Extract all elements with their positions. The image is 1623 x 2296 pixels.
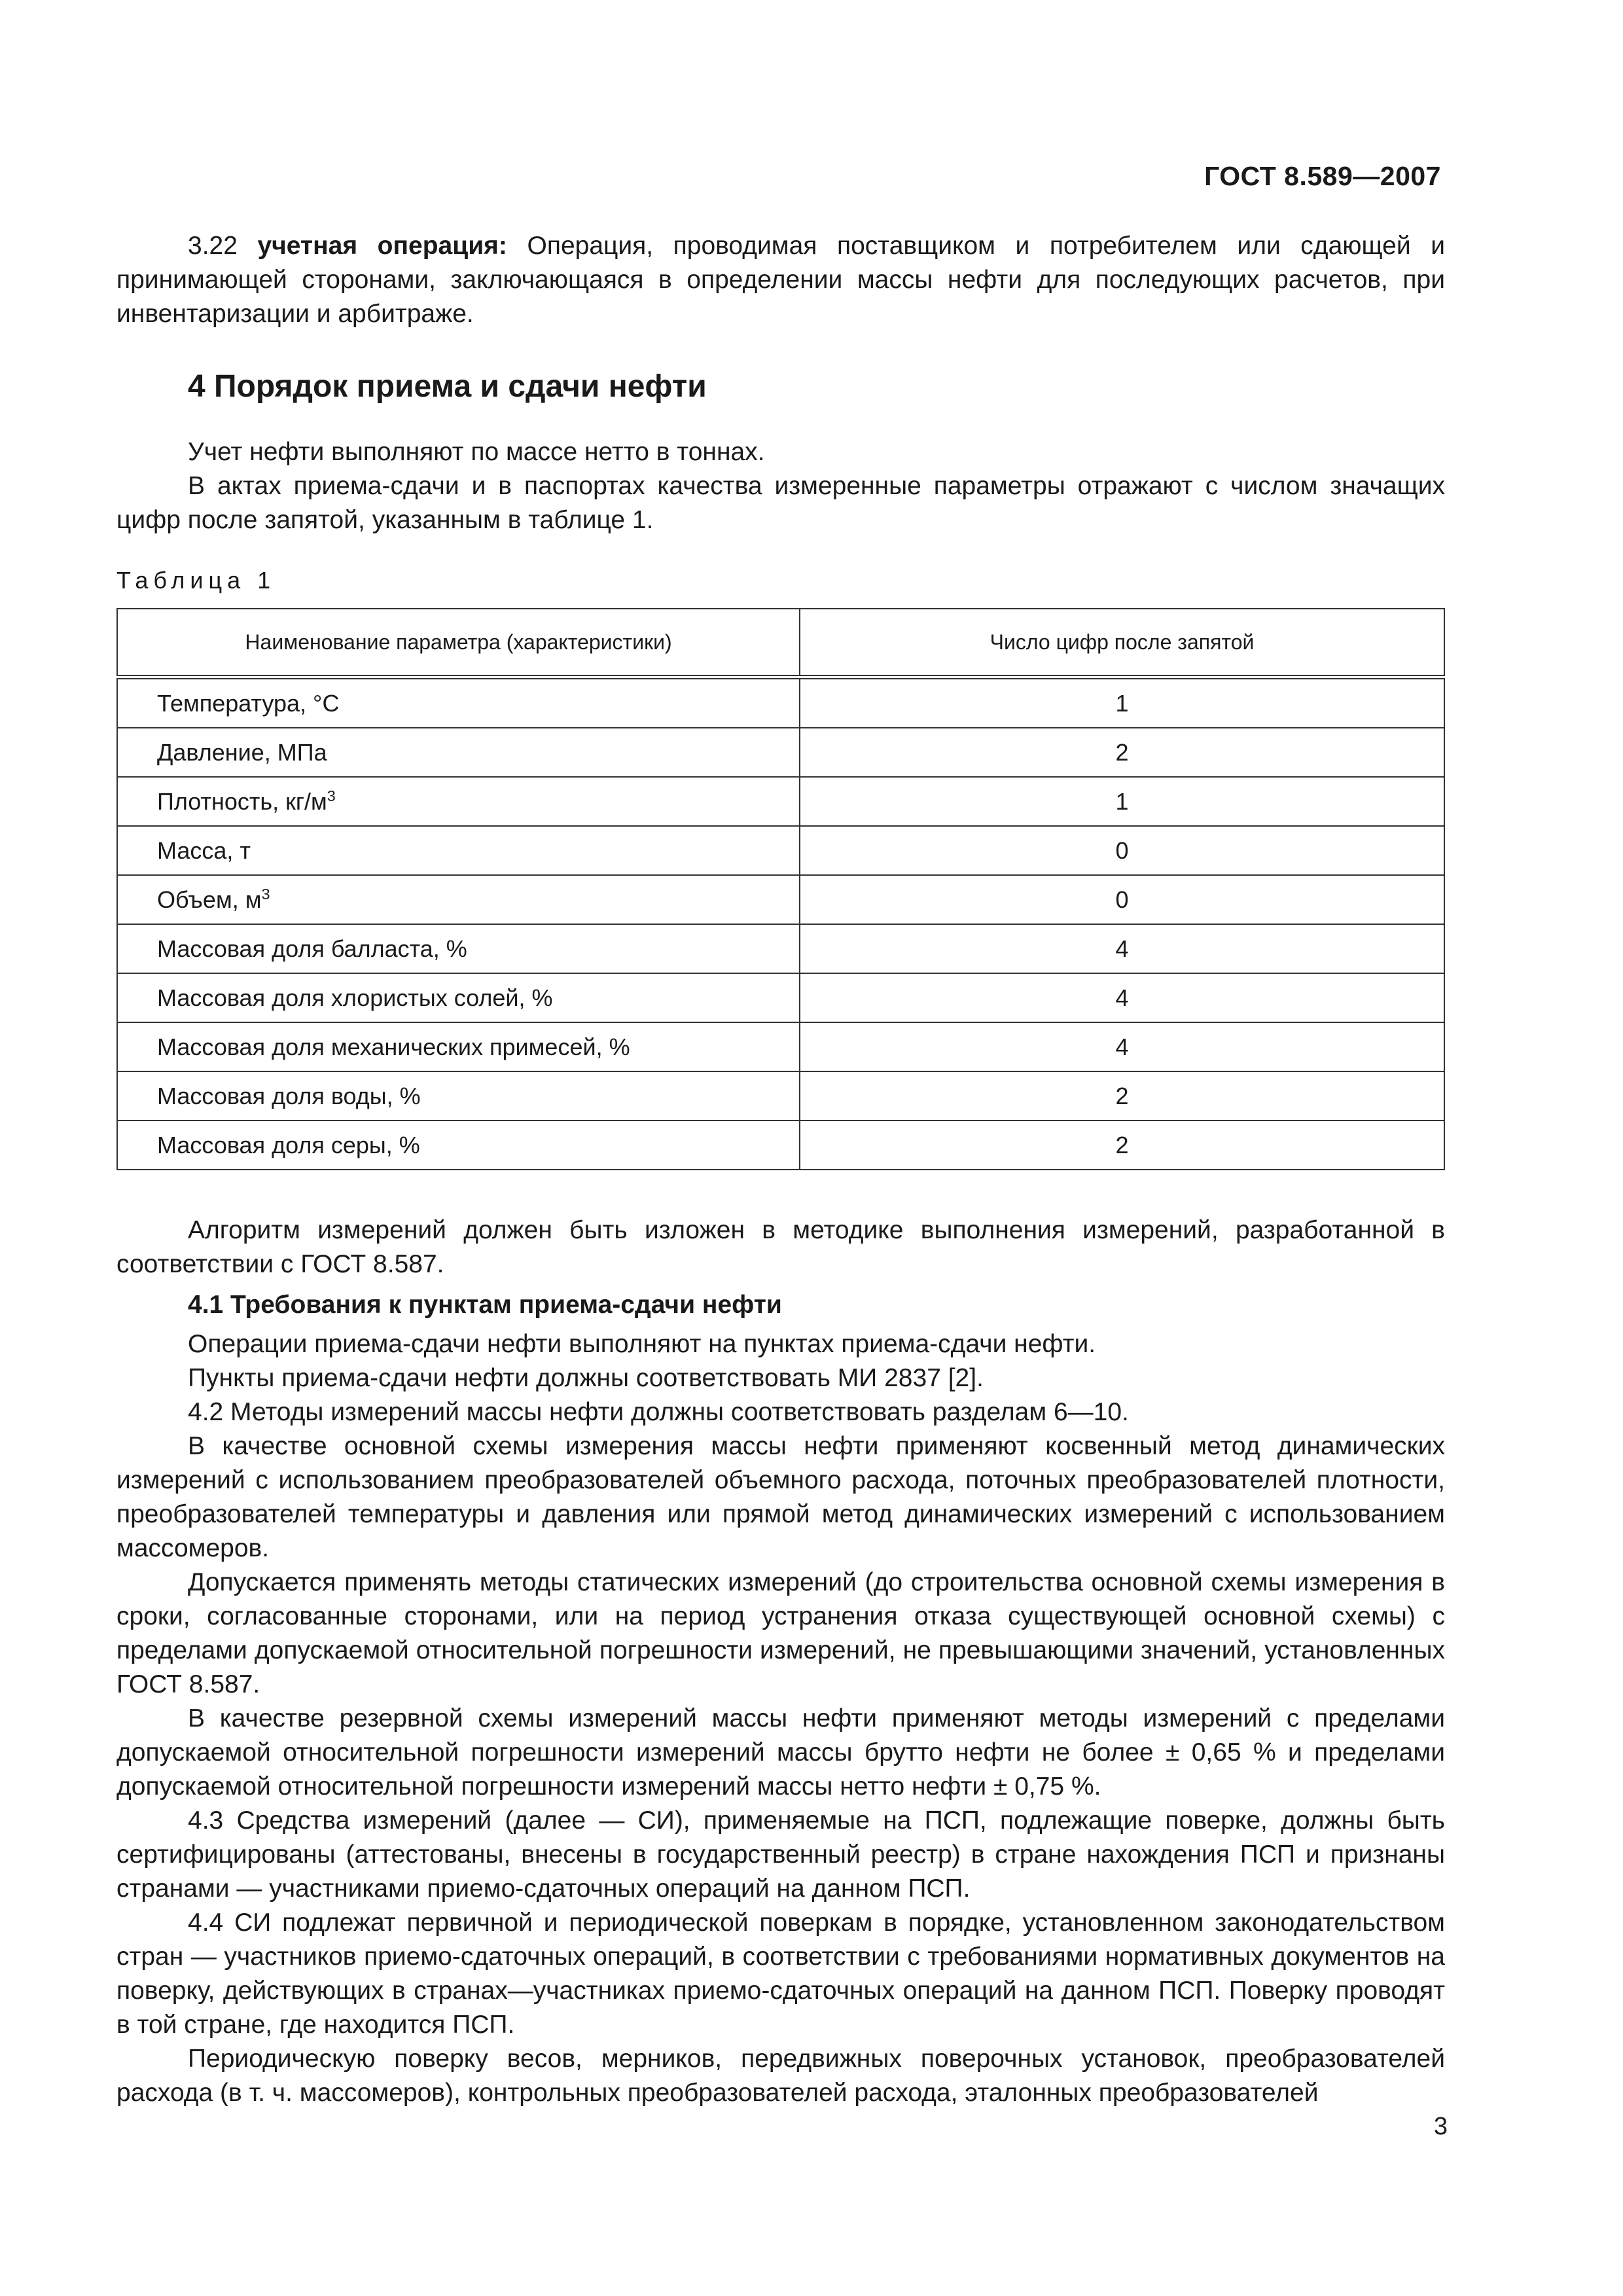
parameter-digits: 4	[800, 1022, 1444, 1071]
table-header-row	[117, 609, 1444, 677]
column-header-parameter: Наименование параметра (характеристики)	[117, 609, 800, 677]
table-caption: Таблица 1	[116, 567, 276, 594]
page-number: 3	[1433, 2113, 1448, 2140]
section-4-1-title: 4.1 Требования к пунктам приема-сдачи нефти	[188, 1291, 782, 1319]
paragraph: В качестве резервной схемы измерений массы нефти применяют методы измерений с пределами допускаемой относительной погрешности измерений массы брутто нефти не более ± 0,65 % и пределами допускаемой относительной погрешности измерений массы нетто нефти ± 0,75 %.	[116, 1704, 1445, 1801]
parameter-name: Масса, т	[117, 826, 800, 875]
parameter-digits: 0	[800, 875, 1444, 924]
parameter-digits: 4	[800, 924, 1444, 973]
table-row	[117, 973, 1444, 1022]
table-row	[117, 728, 1444, 777]
paragraph: Периодическую поверку весов, мерников, передвижных поверочных установок, преобразователей расхода (в т. ч. массомеров), контрольных преобразователей расхода, эталонных преобразователей	[116, 2045, 1445, 2107]
parameter-name: Массовая доля серы, %	[117, 1121, 800, 1170]
paragraph: Алгоритм измерений должен быть изложен в методике выполнения измерений, разработанной в соответствии с ГОСТ 8.587.	[116, 1216, 1445, 1278]
table-row	[117, 677, 1444, 728]
column-header-digits: Число цифр после запятой	[800, 609, 1444, 677]
parameter-digits: 2	[800, 1121, 1444, 1170]
page-content	[116, 229, 1445, 2110]
parameter-name: Массовая доля хлористых солей, %	[117, 973, 800, 1022]
parameters-table	[116, 608, 1445, 1170]
parameter-name: Массовая доля воды, %	[117, 1071, 800, 1121]
parameter-digits: 2	[800, 728, 1444, 777]
table-row	[117, 1071, 1444, 1121]
term-definition: Операция, проводимая поставщиком и потребителем или сдающей и принимающей сторонами, заключающаяся в определении массы нефти для последующих расчетов, при инвентаризации и арбитраже.	[116, 232, 1445, 328]
paragraph: Допускается применять методы статических измерений (до строительства основной схемы измерения в сроки, согласованные сторонами, или на период устранения отказа существующей основной схемы) с пределами допускаемой относительной погрешности измерений, не превышающими значений, установленных ГОСТ 8.587.	[116, 1568, 1445, 1698]
paragraph: В актах приема-сдачи и в паспортах качества измеренные параметры отражают с числом значащих цифр после запятой, указанным в таблице 1.	[116, 472, 1445, 534]
paragraph: Учет нефти выполняют по массе нетто в тоннах.	[188, 438, 765, 466]
table-row	[117, 777, 1444, 826]
term-3-22	[116, 229, 1445, 331]
term-number: 3.22	[188, 232, 238, 260]
parameter-name: Давление, МПа	[117, 728, 800, 777]
parameter-digits: 4	[800, 973, 1444, 1022]
parameter-name: Массовая доля механических примесей, %	[117, 1022, 800, 1071]
parameter-digits: 0	[800, 826, 1444, 875]
parameter-digits: 2	[800, 1071, 1444, 1121]
table-row	[117, 1121, 1444, 1170]
parameter-name: Температура, °С	[117, 677, 800, 728]
term-name: учетная операция:	[257, 232, 507, 260]
table-row	[117, 924, 1444, 973]
parameter-name: Массовая доля балласта, %	[117, 924, 800, 973]
paragraph: Операции приема-сдачи нефти выполняют на пунктах приема-сдачи нефти.	[188, 1330, 1096, 1358]
parameter-digits: 1	[800, 777, 1444, 826]
table-row	[117, 826, 1444, 875]
table-row	[117, 1022, 1444, 1071]
parameter-name: Плотность, $кг/м^3$	[117, 777, 800, 826]
section-4-title: 4 Порядок приема и сдачи нефти	[188, 369, 707, 404]
paragraph: 4.2 Методы измерений массы нефти должны соответствовать разделам 6—10.	[188, 1398, 1129, 1426]
paragraph: 4.4 СИ подлежат первичной и периодической поверкам в порядке, установленном законодательством стран — участников приемо-сдаточных операций, в соответствии с требованиями нормативных документов на поверку, действующих в странах—участниках приемо-сдаточных операций на данном ПСП. Поверку проводят в той стране, где находится ПСП.	[116, 1909, 1445, 2039]
parameter-name: Объем, $м^3$	[117, 875, 800, 924]
document-code: ГОСТ 8.589—2007	[1204, 161, 1441, 191]
table-row	[117, 875, 1444, 924]
paragraph: В качестве основной схемы измерения массы нефти применяют косвенный метод динамических измерений с использованием преобразователей объемного расхода, поточных преобразователей плотности, преобразователей температуры и давления или прямой метод динамических измерений с использованием массомеров.	[116, 1432, 1445, 1562]
paragraph: 4.3 Средства измерений (далее — СИ), применяемые на ПСП, подлежащие поверке, должны быть сертифицированы (аттестованы, внесены в государственный реестр) в стране нахождения ПСП и признаны странами — участниками приемо-сдаточных операций на данном ПСП.	[116, 1806, 1445, 1903]
parameter-digits: 1	[800, 677, 1444, 728]
paragraph: Пункты приема-сдачи нефти должны соответствовать МИ 2837 [2].	[188, 1364, 984, 1392]
